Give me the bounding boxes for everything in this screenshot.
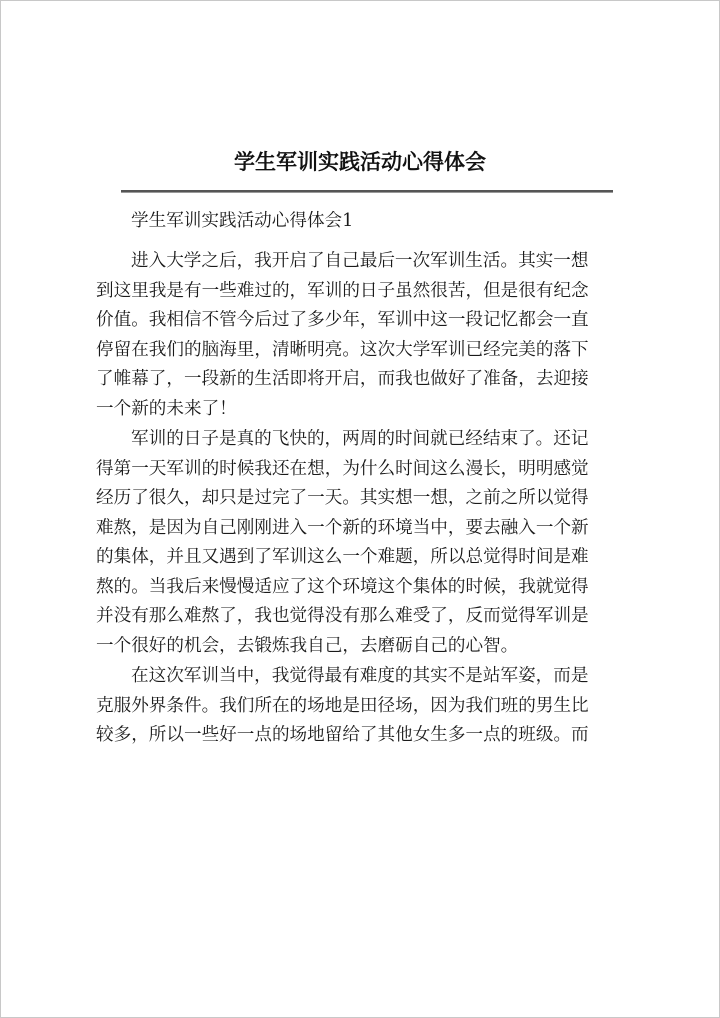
paragraph-line: 价值。我相信不管今后过了多少年，军训中这一段记忆都会一直	[96, 310, 589, 330]
document-body	[96, 207, 620, 751]
paragraph-line: 经历了很久，却只是过完了一天。其实想一想，之前之所以觉得	[96, 488, 589, 508]
paragraph-line: 熬的。当我后来慢慢适应了这个环境这个集体的时候，我就觉得	[96, 576, 589, 597]
title-divider	[121, 190, 613, 193]
paragraph-line: 难熬，是因为自己刚刚进入一个新的环境当中，要去融入一个新	[96, 517, 589, 538]
paragraph-line: 得第一天军训的时候我还在想，为什么时间这么漫长，明明感觉	[96, 458, 589, 479]
paragraph-line: 在这次军训当中，我觉得最有难度的其实不是站军姿，而是	[131, 666, 589, 686]
section-subtitle: 学生军训实践活动心得体会1	[131, 211, 354, 231]
paragraph-line: 军训的日子是真的飞快的，两周的时间就已经结束了。还记	[131, 429, 589, 449]
document-title: 学生军训实践活动心得体会	[234, 149, 486, 174]
paragraph-line: 一个很好的机会，去锻炼我自己，去磨砺自己的心智。	[96, 635, 519, 656]
paragraph-3	[96, 662, 620, 751]
paragraph-line: 并没有那么难熬了，我也觉得没有那么难受了，反而觉得军训是	[96, 606, 589, 626]
paragraph-2	[96, 425, 620, 661]
paragraph-line: 的集体，并且又遇到了军训这么一个难题，所以总觉得时间是难	[96, 547, 589, 567]
paragraph-line: 到这里我是有一些难过的，军训的日子虽然很苦，但是很有纪念	[96, 280, 589, 301]
paragraph-line: 克服外界条件。我们所在的场地是田径场，因为我们班的男生比	[96, 695, 589, 716]
paragraph-line: 了帷幕了，一段新的生活即将开启，而我也做好了准备，去迎接	[96, 369, 589, 389]
paragraph-line: 一个新的未来了！	[96, 398, 237, 419]
paragraph-1	[96, 247, 620, 424]
paragraph-line: 进入大学之后，我开启了自己最后一次军训生活。其实一想	[131, 251, 589, 271]
paragraph-line: 停留在我们的脑海里，清晰明亮。这次大学军训已经完美的落下	[96, 339, 589, 360]
paragraph-line: 较多，所以一些好一点的场地留给了其他女生多一点的班级。而	[96, 725, 589, 745]
